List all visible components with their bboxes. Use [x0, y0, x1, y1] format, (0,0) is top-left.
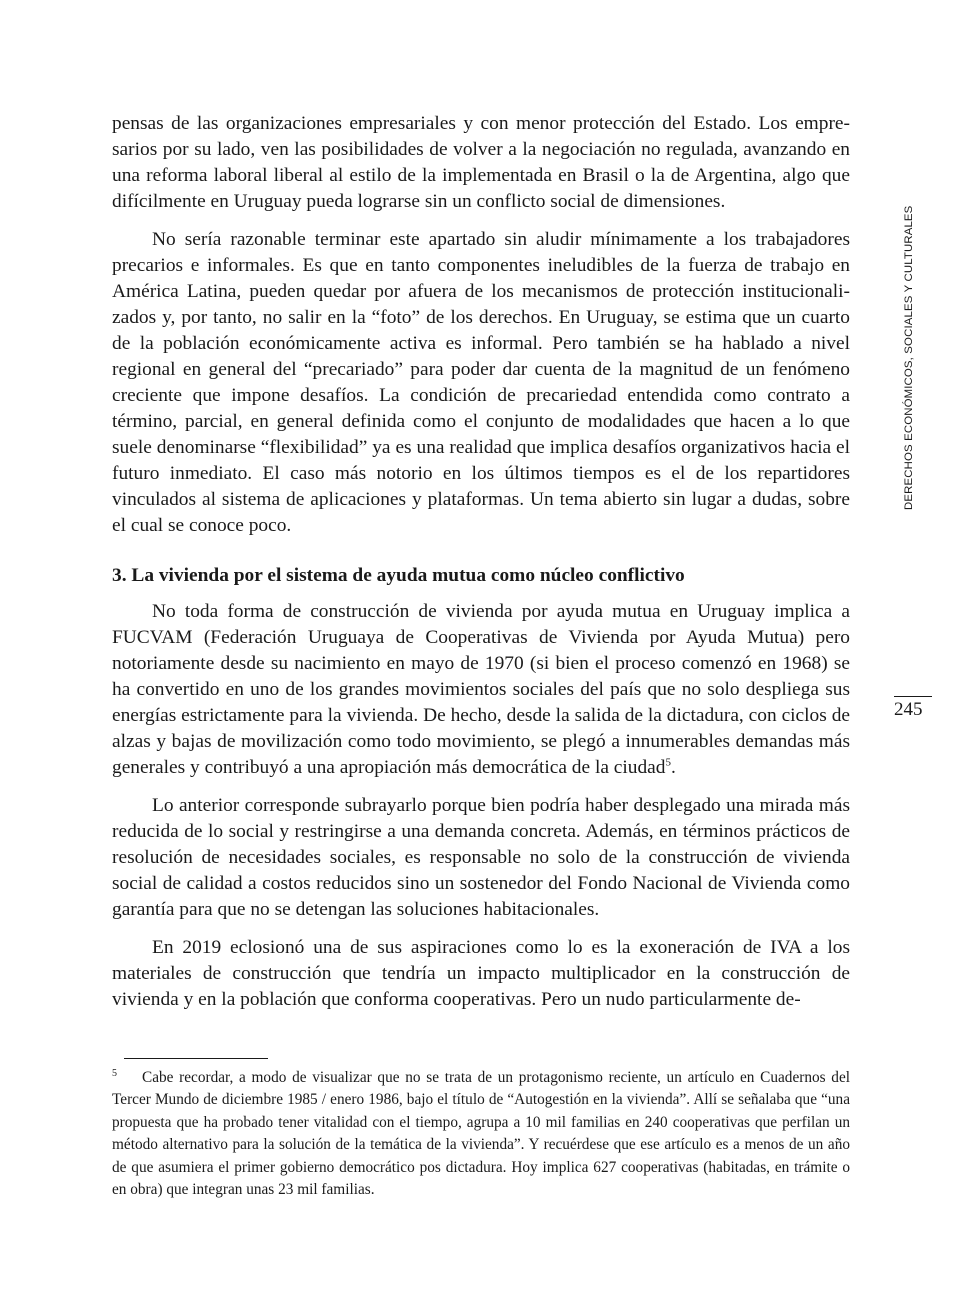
paragraph-fucvam-end: .: [670, 757, 676, 778]
paragraph-precarious-workers: No sería razonable terminar este apartado sin aludir mínimamente a los trabajadores precarios e informales. Es que en tanto componentes ineludibles de la fuerza de trabajo en América Latina, pueden quedar por afuera de los mecanismos de protección institucionalizados y, por tanto, no salir en la “foto” de los derechos. En Uruguay, se estima que un cuarto de la población económicamente activa es informal. Pero también se ha hablado a nivel regional en general del “precariado” para poder dar cuenta de la magnitud de un fenómeno creciente que impone desafíos. La condición de precariedad entendida como contrato a término, parcial, en general definida como el conjunto de modalidades que hacen a lo que suele denominarse “flexibilidad” ya es una realidad que implica desafíos organizativos hacia el futuro inmediato. El caso más notorio en los últimos tiempos es el de los repartidores vinculados al sistema de aplicaciones y plataformas. Un tema abierto sin lugar a dudas, sobre el cual se conoce poco.: [112, 229, 850, 536]
running-head: DERECHOS ECONÓMICOS, SOCIALES Y CULTURALES: [903, 205, 915, 510]
section-heading: 3. La vivienda por el sistema de ayuda mutua como núcleo conflictivo: [112, 565, 685, 586]
footnote-reference: 5: [665, 756, 671, 769]
page-body: [112, 111, 850, 1025]
paragraph-fucvam-text: No toda forma de construcción de vivienda por ayuda mutua en Uruguay implica a FUCVAM (Federación Uruguaya de Cooperativas de Vivienda por Ayuda Mutua) pero notoriamente desde su nacimiento en mayo de 1970 (si bien el proceso comenzó en 1968) se ha convertido en uno de los grandes movimientos sociales del país que no solo despliega sus energías estrictamente para la vivienda. De hecho, desde la salida de la dictadura, con ciclos de alzas y bajas de movilización como todo movimiento, se plegó a innumerables demandas más generales y contribuyó a una apropiación más democrática de la ciudad: [112, 601, 850, 778]
footnote: 5 Cabe recordar, a modo de visualizar que no se trata de un protagonismo reciente, un artículo en Cuadernos del Tercer Mundo de diciembre 1985 / enero 1986, bajo el título de “Autogestión en la vivienda”. Allí se señalaba que “una propuesta que ha probado tener vitalidad con el tiempo, agrupa a 10 mil familias en 240 cooperativas que perfilan un método alternativo para la solución de la temática de la vivienda”. Y recuérdese que ese artículo es a menos de un año de que asumiera el primer gobierno democrático pos dictadura. Hoy implica 627 cooperativas (habitadas, en trámite o en obra) que integran unas 23 mil familias.: [112, 1067, 850, 1199]
paragraph-iva-2019: En 2019 eclosionó una de sus aspiraciones como lo es la exoneración de IVA a los materiales de construcción que tendría un impacto multiplicador en la construcción de vivienda y en la población que conforma cooperativas. Pero un nudo particularmente de-: [112, 937, 850, 1010]
page-number: 245: [894, 699, 923, 720]
paragraph-fucvam: [112, 599, 850, 781]
paragraph-social-view: Lo anterior corresponde subrayarlo porque bien podría haber desplegado una mirada más reducida de lo social y restringirse a una demanda concreta. Además, en términos prácticos de resolución de necesidades sociales, es responsable no solo de la construcción de vivienda social de calidad a costos reducidos sino un sostenedor del Fondo Nacional de Vivienda como garantía para que no se detengan las soluciones habitacionales.: [112, 795, 850, 920]
footnote-rule: [124, 1058, 268, 1059]
footnote-text: Cabe recordar, a modo de visualizar que no se trata de un protagonismo reciente, un artículo en Cuadernos del Tercer Mundo de diciembre 1985 / enero 1986, bajo el título de “Autogestión en la vivienda”. Allí se señalaba que “una propuesta que ha probado tener vitalidad con el tiempo, agrupa a 10 mil familias en 240 cooperativas que perfilan un método alternativo para la solución de la temática de la vivienda”. Y recuérdese que ese artículo es a menos de un año de que asumiera el primer gobierno democrático pos dictadura. Hoy implica 627 cooperativas (habitadas, en trámite o en obra) que integran unas 23 mil familias.: [112, 1069, 850, 1199]
page-number-rule: [894, 696, 932, 697]
paragraph-continued: pensas de las organizaciones empresariales y con menor protección del Estado. Los empresarios por su lado, ven las posibilidades de volver a la negociación no regulada, avanzando en una reforma laboral liberal al estilo de la implementada en Brasil o la de Argentina, algo que difícilmente en Uruguay pueda lograrse sin un conflicto social de dimensiones.: [112, 113, 850, 212]
